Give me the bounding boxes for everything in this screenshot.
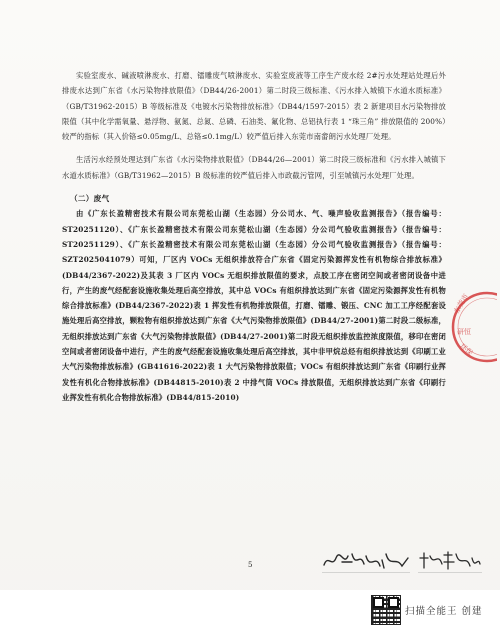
svg-text:东莞市: 东莞市 bbox=[452, 292, 471, 315]
company-seal bbox=[447, 282, 497, 372]
paragraph-text: 由《广东长盈精密技术有限公司东莞松山湖（生态园）分公司水、气、噪声验收监测报告》（报告编号：ST20251120）、《广东长盈精密技术有限公司东莞松山湖（生态园）分公司气验收监测报告》（报告编号：ST20251129）、《广东长盈精密技术有限公司东莞松山湖（生态园）分公司气验收监测报告》（报告编号：SZT2025041079）可知，厂区内 VOCs 无组织排放符合广东省《固定污染源挥发性有机物综合排放标准》(DB44/2367-2022)及其表 3 厂区内 VOCs 无组织排放限值的要求，点胶工序在密闭空间或者密闭设备中进行，产生的废气经配套设施收集处理后高空排放，其中总 VOCs 有组织排放达到广东省《固定污染源挥发性有机物综合排放标准》(DB44/2367-2022)表 1 挥发性有机物排放限值，打磨、镭雕、锻压、CNC 加工工序经配套设施处理后高空排放，颗粒物有组织排放达到广东省《大气污染物排放限值》(DB44/27-2001)第二时段二级标准，无组织排放达到广东省《大气污染物排放限值》(DB44/27-2001)第二时段无组织排放监控浓度限值，移印在密闭空间或者密闭设备中进行，产生的废气经配套设施收集处理后高空排放，其中非甲烷总烃有组织排放达到《印刷工业大气污染物排放标准》(GB41616-2022)表 1 大气污染物排放限值；VOCs 有组织排放达到广东省《印刷行业挥发性有机化合物排放标准》(DB44815-2010)表 2 中排气筒 VOCs 排放限值，无组织排放达到广东省《印刷行业挥发性有机化合物排放标准》(DB44/815-2010) bbox=[62, 209, 446, 402]
svg-text:研恒: 研恒 bbox=[457, 328, 471, 336]
page-number: 5 bbox=[248, 561, 253, 569]
qr-code-icon bbox=[372, 596, 400, 624]
scanner-brand-label: 扫描全能王 创建 bbox=[405, 606, 483, 617]
document-body bbox=[62, 68, 446, 405]
paragraph-wastewater-industrial bbox=[62, 68, 446, 144]
signature-1 bbox=[322, 550, 410, 573]
signature-2 bbox=[418, 550, 482, 573]
paragraph-wastewater-domestic bbox=[62, 152, 446, 183]
scanner-footer bbox=[0, 590, 500, 630]
paragraph-exhaust-gas bbox=[62, 206, 446, 405]
paragraph-text: 实验室废水、碱液喷淋废水、打磨、镭雕废气喷淋废水、实验室废液等工序生产废水经 2#污水处理站处理后外排废水达到广东省《水污染物排放限值》（DB44/26-2001）第二时段三级标准、《污水排入城镇下水道水质标准》（GB/T31962-2015）B 等级标准及《电镀水污染物排放标准》（DB44/1597-2015）表 2 新建项目水污染物排放限值（其中化学需氧量、悬浮物、氨氮、总氮、总磷、石油类、氟化物、总铝执行表 1 “珠三角” 排放限值的 200%）较严的指标（其入价铬≤0.05mg/L、总铬≤0.1mg/L）较严值后排入东莞市南畲朗污水处理厂处理。 bbox=[62, 71, 446, 142]
section-heading: （二）废气 bbox=[70, 194, 110, 204]
svg-text:环保: 环保 bbox=[458, 342, 475, 358]
paragraph-text: 生活污水经预处理达到广东省《水污染物排放限值》（DB44/26—2001）第二时段三级标准和《污水排入城镇下水道水质标准》（GB/T31962—2015）B 级标准的较严值后排入市政截污管网，引至城镇污水处理厂处理。 bbox=[62, 155, 446, 180]
